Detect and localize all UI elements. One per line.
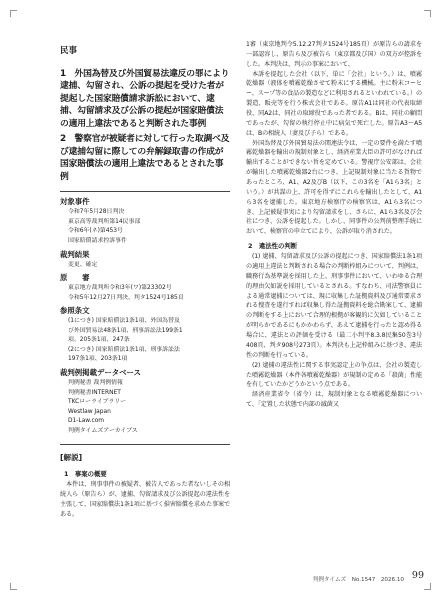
info-line: 東京地方裁判所令和3年(ワ)第23302号 <box>68 285 172 292</box>
body-paragraph: 経済産業省令（省令）は、規制対象となる噴霧乾燥器について、「定置した状態で内部の滅菌又 <box>246 391 422 409</box>
info-line: び外国貿易法48条1項、刑事訴訟法199条1 <box>68 327 183 334</box>
body-paragraph: 1審（東京地判令5.12.27判タ1524号185頁）が原告らの請求を一部認容し、原告ら及び被告ら（東京都及び国）の双方が控訴をした。本判決は、判示の事案において、 <box>246 41 422 68</box>
info-line: (1につき) 国家賠償法1条1項、外国為替及 <box>68 318 180 325</box>
info-section-databases <box>60 368 230 436</box>
crop-mark <box>424 10 431 17</box>
crop-mark <box>10 583 17 590</box>
info-section-original-trial <box>60 273 230 303</box>
body-paragraph: 本件は、刑事事件の被疑者、被告人であった者ないしその相続人ら（原告ら）が、逮捕、勾留請求及び公訴提起の違法性を主張して、国家賠償法1条1項に基づく損害賠償を求めた事案である。 <box>60 481 230 518</box>
body-paragraph: 本訴を提起した会社（以下、単に「会社」という。）は、噴霧乾燥器（液体を噴霧乾燥させて粉末にする機械。主に粉末コーヒー、スープ等の食品の製造などに利用されるといわれている。）の製造、販売等を行う株式会社である。原告A1は同社の代表取締役、同A2は、同社の取締役であった者である。Bは、同社の顧問であったが、勾留の執行停止中に病気で死亡した。原告A3～A5は、Bの相続人（妻及び子ら）である。 <box>246 70 422 137</box>
info-line: 判例秘書 裁判例情報 <box>68 380 123 387</box>
section-divider <box>60 191 230 192</box>
body-paragraph: 外国為替及び外国貿易法の関連法令は、一定の要件を満たす噴霧乾燥器を輸出の規制対象とし、経済産業大臣の許可がなければ輸出することができない旨を定めている。警視庁公安部は、会社が輸出した噴霧乾燥器2台につき、上記規制対象に当たる貨物であったところ、A1、A2及びB（以下、この3名を「A1ら3名」という。）が共謀の上、許可を得ずにこれらを輸出したとして、A1ら3名を逮捕した。東京地方検察庁の検察官は、A1ら3名につき、上記被疑事実により勾留請求をし、さらに、A1ら3名及び会社につき、公訴を提起した。しかし、同事件の公判前整理手続において、検察官の申立てにより、公訴が取り消された。 <box>246 139 422 236</box>
page-footer <box>246 571 424 587</box>
section-divider <box>60 444 230 445</box>
info-line: 国家賠償請求控訴事件 <box>68 238 127 245</box>
category-label: 民事 <box>60 46 78 56</box>
info-section-statutes <box>60 306 230 365</box>
info-section-result <box>60 250 230 271</box>
info-line: 197条1項、203条1項 <box>68 356 128 363</box>
commentary-subheading: 2 違法性の判断 <box>248 242 298 251</box>
info-line: 令和6年(ネ)第453号 <box>68 228 123 235</box>
info-heading: 対象事件 <box>60 197 90 207</box>
headline-2: 2 警察官が被疑者に対して行った取調べ及び逮捕勾留に際しての弁解録取書の作成が国家賠償法の適用上違法であるとされた事例 <box>60 134 230 182</box>
info-heading: 原 審 <box>60 273 90 283</box>
commentary-title: [解説] <box>60 453 83 463</box>
body-paragraph: (1) 逮捕、勾留請求及び公訴の提起につき、国家賠償法1条1項の適用上違法と判断される場合の判断枠組みについて、判例は、職務行為基準説を採用した上、刑事事件において、いわゆる合理的理由欠如説を採用しているとされる。すなわち、司法警察員による通常逮捕については、現に収集した証拠資料及び通常要求される捜査を遂行すれば収集し得た証拠資料を総合勘案して、逮捕の判断をする上において合理的根拠が客観的に欠如していることが明らかであるにもかかわらず、あえて逮捕を行ったと認め得る場合に、違法との評価を受ける（最二小判平8.3.8民集50巻3号408頁、判タ908号273頁）。本判決も上記枠組みに基づき、違法性の判断を行っている。 <box>246 253 422 359</box>
body-paragraph: (2) 逮捕の違法性に関する事実認定上の争点は、会社の製造した噴霧乾燥器（本件各噴霧乾燥器）が規制の定める「殺菌」性能を有していたかどうかという点である。 <box>246 361 422 389</box>
headline-1: 1 外国為替及び外国貿易法違反の罪により逮捕、勾留され、公訴の提起を受けた者が提起した国家賠償請求訴訟において、逮捕、勾留請求及び公訴の提起が国家賠償法の適用上違法であると判断された事例 <box>60 69 230 129</box>
info-line: 判例タイムズアーカイブス <box>68 427 138 434</box>
info-heading: 参照条文 <box>60 306 90 316</box>
commentary-subheading: 1 事案の概要 <box>64 470 107 479</box>
info-heading: 裁判結果 <box>60 249 90 259</box>
info-line: Westlaw Japan <box>68 408 111 415</box>
right-column <box>246 40 422 556</box>
info-line: (2につき) 国家賠償法1条1項、刑事訴訟法 <box>68 346 180 353</box>
info-line: 変更、確定 <box>68 261 98 268</box>
journal-citation: 判例タイムズ No.1547 2026.10 <box>312 577 404 583</box>
info-line: D1-Law.com <box>68 418 105 425</box>
crop-mark <box>10 10 17 17</box>
info-section-target-case <box>60 197 230 246</box>
info-line: 項、205条1項、247条 <box>68 337 130 344</box>
crop-mark <box>424 583 431 590</box>
info-line: 令和7年5月28日判決 <box>68 209 125 216</box>
info-line: 令和5年12月27日判決、判タ1524号185頁 <box>68 294 184 301</box>
case-info-block <box>60 197 230 436</box>
info-line: 東京高等裁判所第14民事部 <box>68 218 141 225</box>
info-line: 判例秘書INTERNET <box>68 389 121 396</box>
page-number: 99 <box>411 570 424 581</box>
left-column <box>60 40 230 556</box>
info-heading: 裁判例掲載データベース <box>60 368 141 378</box>
info-line: TKCローライブラリー <box>68 399 127 406</box>
